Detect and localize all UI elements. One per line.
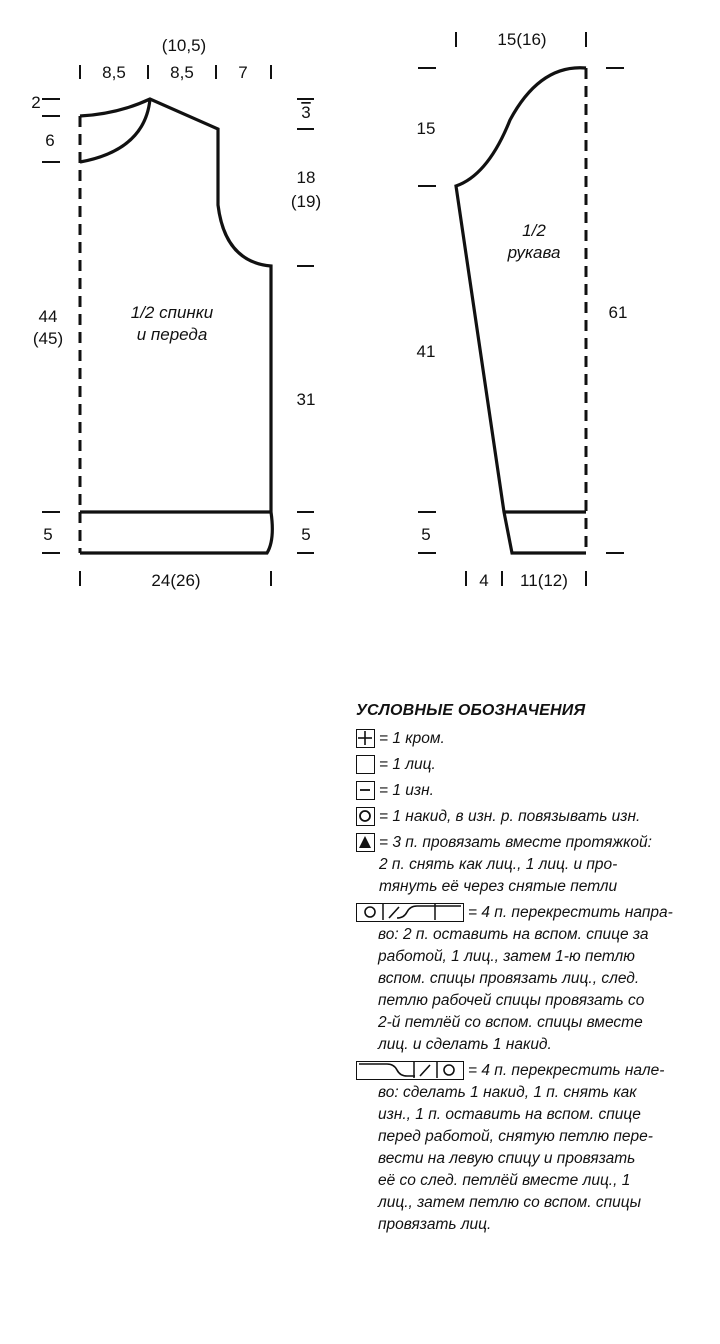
legend-line: лиц. и сделать 1 накид. bbox=[378, 1036, 552, 1053]
legend-line: вести на левую спицу и провязать bbox=[378, 1150, 636, 1167]
sleeve-label-line2: рукава bbox=[507, 243, 561, 262]
dim-body-right-18: 18 bbox=[296, 168, 316, 187]
legend-title: УСЛОВНЫЕ ОБОЗНАЧЕНИЯ bbox=[356, 702, 586, 719]
dim-body-width: 24(26) bbox=[151, 571, 201, 590]
dim-body-right-3: 3 bbox=[301, 103, 311, 122]
legend-text: = 1 кром. bbox=[379, 730, 445, 747]
dim-body-left-2: 2 bbox=[31, 93, 41, 112]
dim-body-right-31: 31 bbox=[296, 390, 316, 409]
body-neckline bbox=[80, 99, 150, 162]
legend-text: = 1 лиц. bbox=[379, 756, 436, 773]
legend-item-purl bbox=[356, 780, 712, 802]
legend-item-yarn-over bbox=[356, 806, 712, 828]
legend bbox=[356, 700, 712, 1236]
legend-line: изн., 1 п. оставить на вспом. спице bbox=[378, 1106, 641, 1123]
legend-line: её со след. петлёй вместе лиц., 1 bbox=[378, 1172, 631, 1189]
right-cross-icon bbox=[356, 903, 464, 922]
left-cross-icon bbox=[356, 1061, 464, 1080]
dim-body-left-5: 5 bbox=[43, 525, 53, 544]
dim-body-right-19: (19) bbox=[290, 192, 322, 211]
legend-item-right-cross bbox=[356, 902, 712, 924]
dim-sleeve-bottom-a: 4 bbox=[479, 571, 489, 590]
dim-body-right-5: 5 bbox=[301, 525, 311, 544]
edge-stitch-icon bbox=[356, 729, 375, 748]
legend-item-knit bbox=[356, 754, 712, 776]
legend-line: 2-й петлёй со вспом. спицы вместе bbox=[378, 1014, 643, 1031]
dim-sleeve-top: 15(16) bbox=[497, 30, 547, 49]
legend-line: перед работой, снятую петлю пере- bbox=[378, 1128, 653, 1145]
legend-item-triangle bbox=[356, 832, 712, 898]
legend-line: = 4 п. перекрестить нале- bbox=[468, 1062, 665, 1079]
dim-sleeve-bottom-b: 11(12) bbox=[520, 571, 568, 590]
legend-line: = 4 п. перекрестить напра- bbox=[468, 904, 673, 921]
legend-line: 2 п. снять как лиц., 1 лиц. и про- bbox=[379, 856, 618, 873]
legend-line: = 3 п. провязать вместе протяжкой: bbox=[379, 834, 652, 851]
legend-line: тянуть её через снятые петли bbox=[379, 878, 618, 895]
legend-item-edge bbox=[356, 728, 712, 750]
dim-body-top-a: 8,5 bbox=[102, 63, 126, 82]
dim-body-neck-width: (10,5) bbox=[161, 36, 207, 55]
body-label-line2: и переда bbox=[136, 325, 208, 344]
body-label-line1: 1/2 спинки bbox=[130, 303, 214, 322]
dim-sleeve-left-41: 41 bbox=[416, 342, 436, 361]
dim-body-left-44: 44 bbox=[38, 307, 58, 326]
dim-body-left-45: (45) bbox=[32, 329, 64, 348]
legend-text: = 1 изн. bbox=[379, 782, 434, 799]
dim-body-top-c: 7 bbox=[238, 63, 248, 82]
legend-line: провязать лиц. bbox=[378, 1216, 492, 1233]
dim-body-left-6: 6 bbox=[45, 131, 55, 150]
body-piece bbox=[31, 36, 321, 590]
knit-stitch-icon bbox=[356, 755, 375, 774]
dim-body-top-b: 8,5 bbox=[170, 63, 194, 82]
sleeve-label-line1: 1/2 bbox=[522, 221, 546, 240]
legend-line: вспом. спицы провязать лиц., след. bbox=[378, 970, 640, 987]
legend-left-cross-desc bbox=[356, 1082, 712, 1236]
legend-line: работой, 1 лиц., затем 1-ю петлю bbox=[378, 948, 635, 965]
purl-stitch-icon bbox=[356, 781, 375, 800]
legend-text: = 1 накид, в изн. р. повязывать изн. bbox=[379, 808, 641, 825]
dim-sleeve-left-5: 5 bbox=[421, 525, 431, 544]
legend-item-left-cross bbox=[356, 1060, 712, 1082]
legend-line: во: сделать 1 накид, 1 п. снять как bbox=[378, 1084, 637, 1101]
legend-right-cross-desc bbox=[356, 924, 712, 1056]
sleeve-piece bbox=[417, 30, 628, 590]
sleeve-outline bbox=[456, 68, 586, 553]
legend-line: петлю рабочей спицы провязать со bbox=[378, 992, 645, 1009]
legend-line: лиц., затем петлю со вспом. спицы bbox=[378, 1194, 642, 1211]
legend-line: во: 2 п. оставить на вспом. спице за bbox=[378, 926, 649, 943]
yarn-over-icon bbox=[356, 807, 375, 826]
dim-sleeve-left-15: 15 bbox=[416, 119, 436, 138]
dim-sleeve-length: 61 bbox=[608, 303, 628, 322]
triangle-icon bbox=[356, 833, 375, 852]
